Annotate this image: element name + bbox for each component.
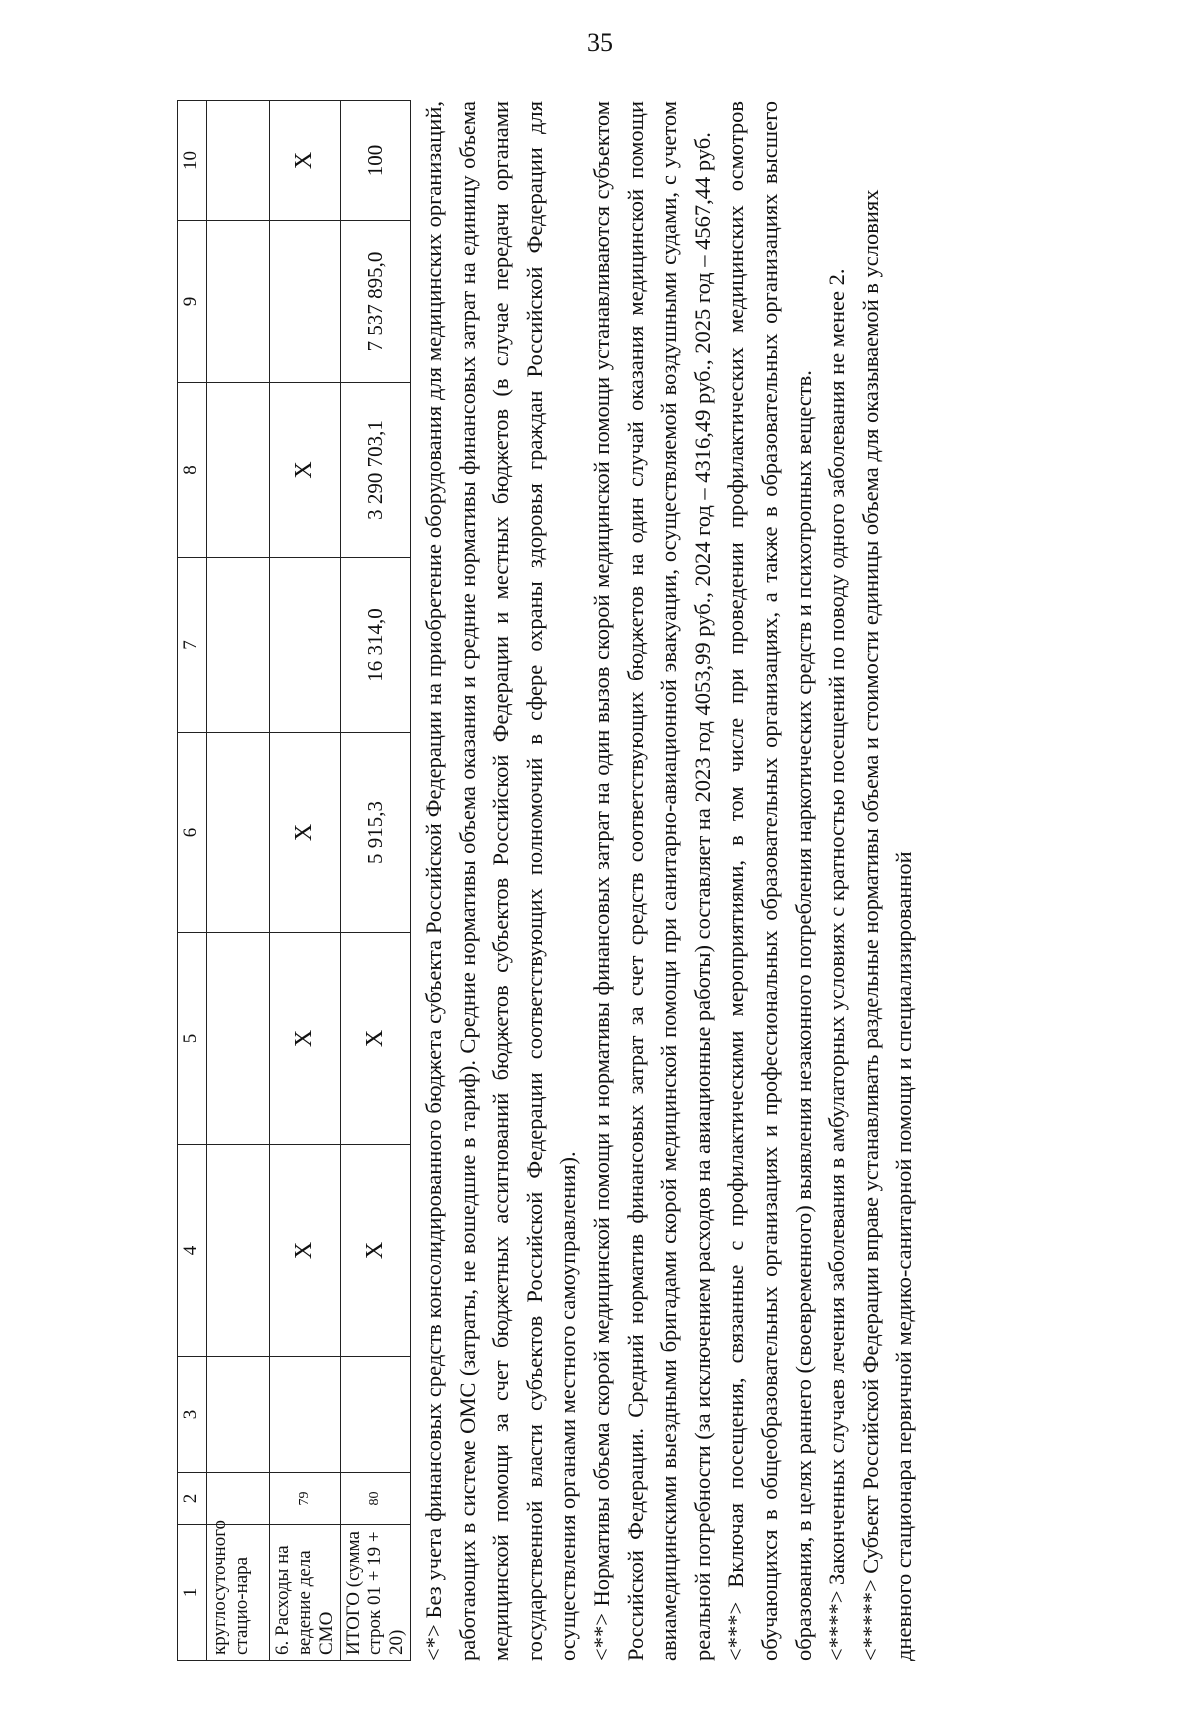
footnote: <****> Законченных случаев лечения заболевания в амбулаторных условиях с кратностью посещений по поводу одного заболевания не менее 2.	[824, 268, 850, 1661]
row-name-cell: круглосуточного стацио-нара	[207, 1525, 270, 1661]
table-cell: 7 537 895,0	[340, 221, 411, 383]
header-cell: 8	[178, 383, 207, 558]
table-row	[207, 101, 270, 1661]
budget-table	[177, 100, 411, 1661]
row-code-cell: 80	[340, 1473, 411, 1525]
header-cell: 3	[178, 1357, 207, 1473]
table-cell	[207, 733, 270, 933]
table-cell: X	[270, 101, 341, 221]
table-cell: X	[340, 1145, 411, 1357]
header-cell: 6	[178, 733, 207, 933]
table-cell: 3 290 703,1	[340, 383, 411, 558]
table-cell: X	[270, 383, 341, 558]
table-cell	[207, 1145, 270, 1357]
footnote: <***> Включая посещения, связанные с профилактическими мероприятиями, в том числе при проведении профилактических медицинских осмотров обучающихся в общеобразовательных организациях и профессиональных образовательных организациях, а также в образовательных организациях высшего образования, в целях раннего (своевременного) выявления незаконного потребления наркотических средств и психотропных веществ.	[723, 101, 816, 1661]
table-cell: X	[340, 933, 411, 1145]
table-cell	[207, 101, 270, 221]
header-cell: 4	[178, 1145, 207, 1357]
row-name-cell: ИТОГО (сумма строк 01 + 19 + 20)	[340, 1525, 411, 1661]
table-cell	[340, 1357, 411, 1473]
header-cell: 10	[178, 101, 207, 221]
header-cell: 1	[178, 1525, 207, 1661]
table-cell	[207, 383, 270, 558]
table-cell: X	[270, 1145, 341, 1357]
table-cell: X	[270, 733, 341, 933]
row-code-cell	[207, 1473, 270, 1525]
header-cell: 2	[178, 1473, 207, 1525]
footnote: <**> Нормативы объема скорой медицинской помощи и нормативы финансовых затрат на один вызов скорой медицинской помощи устанавливаются субъектом Российской Федерации. Средний норматив финансовых затрат за счет средств соответствующих бюджетов на один случай оказания медицинской помощи авиамедицинскими выездными бригадами скорой медицинской помощи при санитарно-авиационной эвакуации, осуществляемой воздушными судами, с учетом реальной потребности (за исключением расходов на авиационные работы) составляет на 2023 год 4053,99 руб., 2024 год – 4316,49 руб., 2025 год – 4567,44 руб.	[589, 101, 715, 1661]
footnote: <*> Без учета финансовых средств консолидированного бюджета субъекта Российской Федерации на приобретение оборудования для медицинских организаций, работающих в системе ОМС (затраты, не вошедшие в тариф). Средние нормативы объема оказания и средние нормативы финансовых затрат на единицу объема медицинской помощи за счет бюджетных ассигнований бюджетов субъектов Российской Федерации и местных бюджетов (в случае передачи органами государственной власти субъектов Российской Федерации соответствующих полномочий в сфере охраны здоровья граждан Российской Федерации для осуществления органами местного самоуправления).	[421, 101, 581, 1661]
table-header-row	[178, 101, 207, 1661]
table-cell: 5 915,3	[340, 733, 411, 933]
table-cell: 100	[340, 101, 411, 221]
footnote: <*****> Субъект Российской Федерации вправе устанавливать раздельные нормативы объема и стоимости единицы объема для оказываемой в условиях дневного стационара первичной медико-санитарной помощи и специализированной	[857, 189, 917, 1661]
rotated-page-content	[177, 101, 1137, 1661]
table-cell	[270, 221, 341, 383]
table-row-total	[340, 101, 411, 1661]
table-cell	[207, 1357, 270, 1473]
page-number: 35	[587, 28, 613, 57]
table-cell	[207, 558, 270, 733]
header-cell: 7	[178, 558, 207, 733]
table-cell	[270, 1357, 341, 1473]
table-cell: X	[270, 933, 341, 1145]
header-cell: 9	[178, 221, 207, 383]
footnotes	[417, 101, 921, 1661]
table-cell	[270, 558, 341, 733]
table-cell	[207, 933, 270, 1145]
row-name-cell: 6. Расходы на ведение дела СМО	[270, 1525, 341, 1661]
header-cell: 5	[178, 933, 207, 1145]
table-row	[270, 101, 341, 1661]
row-code-cell: 79	[270, 1473, 341, 1525]
table-cell	[207, 221, 270, 383]
table-cell: 16 314,0	[340, 558, 411, 733]
